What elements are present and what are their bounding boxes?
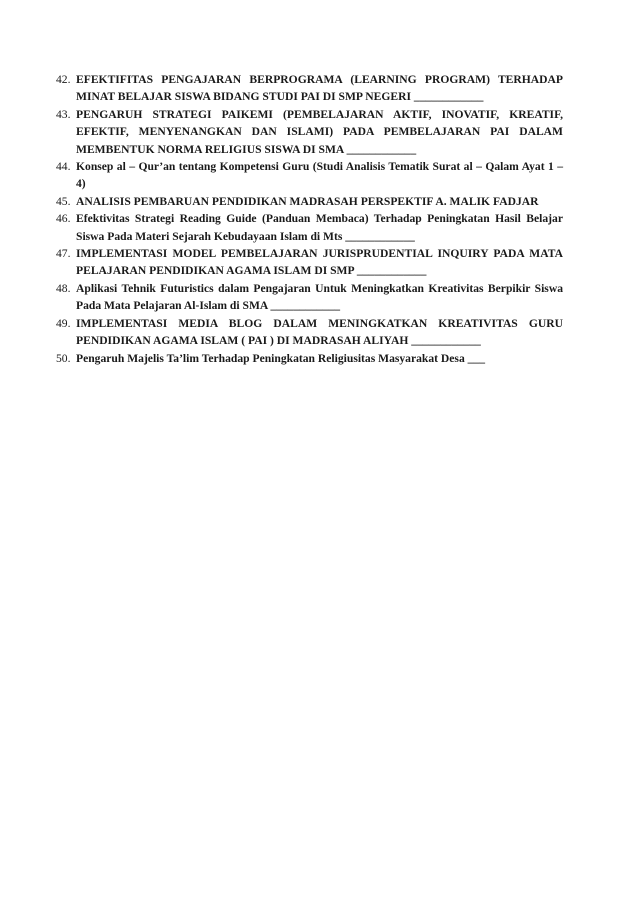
list-item [56,106,563,158]
list-item [56,315,563,350]
item-title: PENGARUH STRATEGI PAIKEMI (PEMBELAJARAN AKTIF, INOVATIF, KREATIF, EFEKTIF, MENYENANGKAN DAN ISLAMI) PADA PEMBELAJARAN PAI DALAM MEMBENTUK NORMA RELIGIUS SISWA DI SMA ____________ [76,107,563,156]
item-title: IMPLEMENTASI MODEL PEMBELAJARAN JURISPRUDENTIAL INQUIRY PADA MATA PELAJARAN PENDIDIKAN AGAMA ISLAM DI SMP ____________ [76,247,563,278]
thesis-title-list [56,71,563,367]
item-title: ANALISIS PEMBARUAN PENDIDIKAN MADRASAH PERSPEKTIF A. MALIK FADJAR [76,194,539,208]
item-title: Konsep al – Qur’an tentang Kompetensi Guru (Studi Analisis Tematik Surat al – Qalam Ayat 1 – 4) [76,160,563,191]
list-item [56,245,563,280]
item-number: 50. [56,351,71,365]
item-number: 47. [56,247,71,261]
item-number: 48. [56,281,71,295]
list-item [56,280,563,315]
list-item [56,210,563,245]
item-title: IMPLEMENTASI MEDIA BLOG DALAM MENINGKATKAN KREATIVITAS GURU PENDIDIKAN AGAMA ISLAM ( PAI ) DI MADRASAH ALIYAH ____________ [76,316,563,348]
list-item [56,350,563,367]
list-item [56,193,563,210]
item-title: Efektivitas Strategi Reading Guide (Panduan Membaca) Terhadap Peningkatan Hasil Belajar Siswa Pada Materi Sejarah Kebudayaan Islam di Mts ____________ [76,212,563,243]
list-item [56,71,563,106]
item-number: 42. [56,73,71,86]
item-number: 49. [56,316,71,330]
item-title: EFEKTIFITAS PENGAJARAN BERPROGRAMA (LEARNING PROGRAM) TERHADAP MINAT BELAJAR SISWA BIDANG STUDI PAI DI SMP NEGERI ____________ [76,73,563,104]
item-number: 43. [56,107,71,121]
item-title: Pengaruh Majelis Ta’lim Terhadap Peningkatan Religiusitas Masyarakat Desa ___ [76,351,486,365]
item-number: 46. [56,212,71,226]
item-number: 44. [56,160,71,174]
item-number: 45. [56,194,71,208]
list-item [56,158,563,193]
item-title: Aplikasi Tehnik Futuristics dalam Pengajaran Untuk Meningkatkan Kreativitas Berpikir Siswa Pada Mata Pelajaran Al-Islam di SMA ____________ [76,281,563,313]
